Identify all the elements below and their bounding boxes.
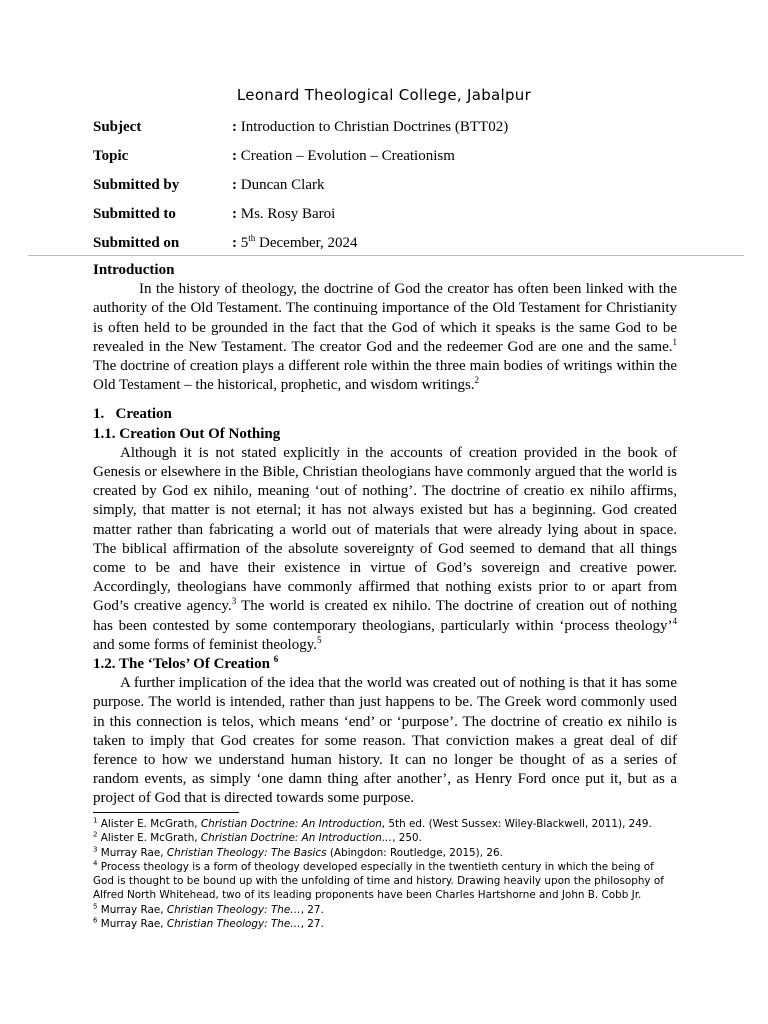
footnote-ref-4[interactable]: 4 [672, 615, 677, 626]
meta-colon: : [232, 235, 237, 251]
footnote-separator [93, 812, 239, 813]
meta-value-topic: Creation – Evolution – Creationism [240, 148, 455, 164]
footnote-ref-3[interactable]: 3 [231, 596, 237, 607]
document-body [93, 261, 677, 809]
meta-value-submitted-on: 5th December, 2024 [240, 233, 358, 251]
footnote-ref-6[interactable]: 6 [273, 654, 279, 665]
meta-label-subject: Subject [93, 119, 142, 135]
footnote-1: $^1$ Alister E. McGrath, Christian Doctrine: An Introduction, 5th ed. (West Sussex: Wiley-Blackwell, 2011), 249. [93, 816, 652, 830]
footnote-ref-2[interactable]: 2 [474, 375, 480, 386]
footnote-2: $^2$ Alister E. McGrath, Christian Doctrine: An Introduction…, 250. [93, 830, 422, 845]
meta-value-subject: Introduction to Christian Doctrines (BTT02) [240, 119, 509, 135]
meta-colon: : [232, 148, 237, 164]
subsection-heading-telos: 1.2. The ‘Telos’ Of Creation $^6$ [93, 654, 279, 673]
section-heading-introduction: Introduction [93, 262, 175, 278]
subsection-heading-creation-out-of-nothing: 1.1. Creation Out Of Nothing [93, 425, 281, 442]
meta-value-submitted-by: Duncan Clark [240, 177, 325, 193]
footnotes [93, 817, 677, 931]
meta-colon: : [232, 206, 237, 222]
telos-paragraph: A further implication of the idea that the world was created out of nothing is that it has some purpose. The world is intended, rather than just happens to be. The Greek word commonly used in this connection is telos, which means ‘end’ or ‘purpose’. The doctrine of creatio ex nihilo is taken to imply that God creates for some reason. That conviction makes a great deal of dif ference to how we understand human history. It can no longer be thought of as a series of random events, as simply ‘one damn thing after another’, as Henry Ford once put it, but as a project of God that is directed towards some purpose. [93, 675, 677, 807]
meta-value-submitted-to: Ms. Rosy Baroi [240, 206, 336, 222]
footnote-3: $^3$ Murray Rae, Christian Theology: The Basics (Abingdon: Routledge, 2015), 26. [93, 845, 503, 859]
footnote-6: $^6$ Murray Rae, Christian Theology: The…, 27. [93, 916, 324, 931]
footnote-ref-1[interactable]: 1 [672, 336, 677, 347]
meta-label-submitted-on: Submitted on [93, 235, 180, 251]
meta-colon: : [232, 119, 237, 135]
meta-colon: : [232, 177, 237, 193]
creation-out-of-nothing-paragraph: Although it is not stated explicitly in the accounts of creation provided in the book of Genesis or elsewhere in the Bible, Christian theologians have commonly argued that the world is created by God ex nihilo, meaning ‘out of nothing’. The doctrine of creatio ex nihilo affirms, simply, that matter is not eternal; it has not always existed but has a beginning. God created matter rather than fabricating a world out of materials that were already lying about in space. The biblical affirmation of the absolute sovereignty of God seemed to demand that all things come to be and have their existence in virtue of God’s sovereign and creative power. Accordingly, theologians have commonly affirmed that nothing exists prior to or apart from God’s creative agency.$^3$ The world is created ex nihilo. The doctrine of creation out of nothing has been contested by some contemporary theologians, particularly within ‘process theology’$^4$ and some forms of feminist theology.$^5$ [93, 444, 677, 653]
intro-paragraph: In the history of theology, the doctrine of God the creator has often been linked with the authority of the Old Testament. The continuing importance of the Old Testament for Christianity is often held to be grounded in the fact that the God of which it speaks is the same God to be revealed in the New Testament. The creator God and the redeemer God are one and the same.$^1$ The doctrine of creation plays a different role within the three main bodies of writings within the Old Testament – the historical, prophetic, and wisdom writings.$^2$ [93, 281, 677, 394]
footnote-4: $^4$ Process theology is a form of theology developed especially in the twentieth century in which the being of God is thought to be bound up with the unfolding of time and history. Drawing heavily upon the philosophy of Alfred North Whitehead, two of its leading proponents have been Charles Hartshorne and John B. Cobb Jr. [93, 859, 664, 902]
section-heading-creation: 1. Creation [93, 406, 172, 423]
header-divider [28, 255, 744, 256]
footnote-ref-5[interactable]: 5 [317, 634, 322, 645]
footnote-5: $^5$ Murray Rae, Christian Theology: The…, 27. [93, 902, 324, 916]
meta-label-submitted-by: Submitted by [93, 177, 180, 193]
meta-label-topic: Topic [93, 148, 129, 164]
meta-label-submitted-to: Submitted to [93, 206, 176, 222]
page-title: Leonard Theological College, Jabalpur [236, 86, 532, 104]
